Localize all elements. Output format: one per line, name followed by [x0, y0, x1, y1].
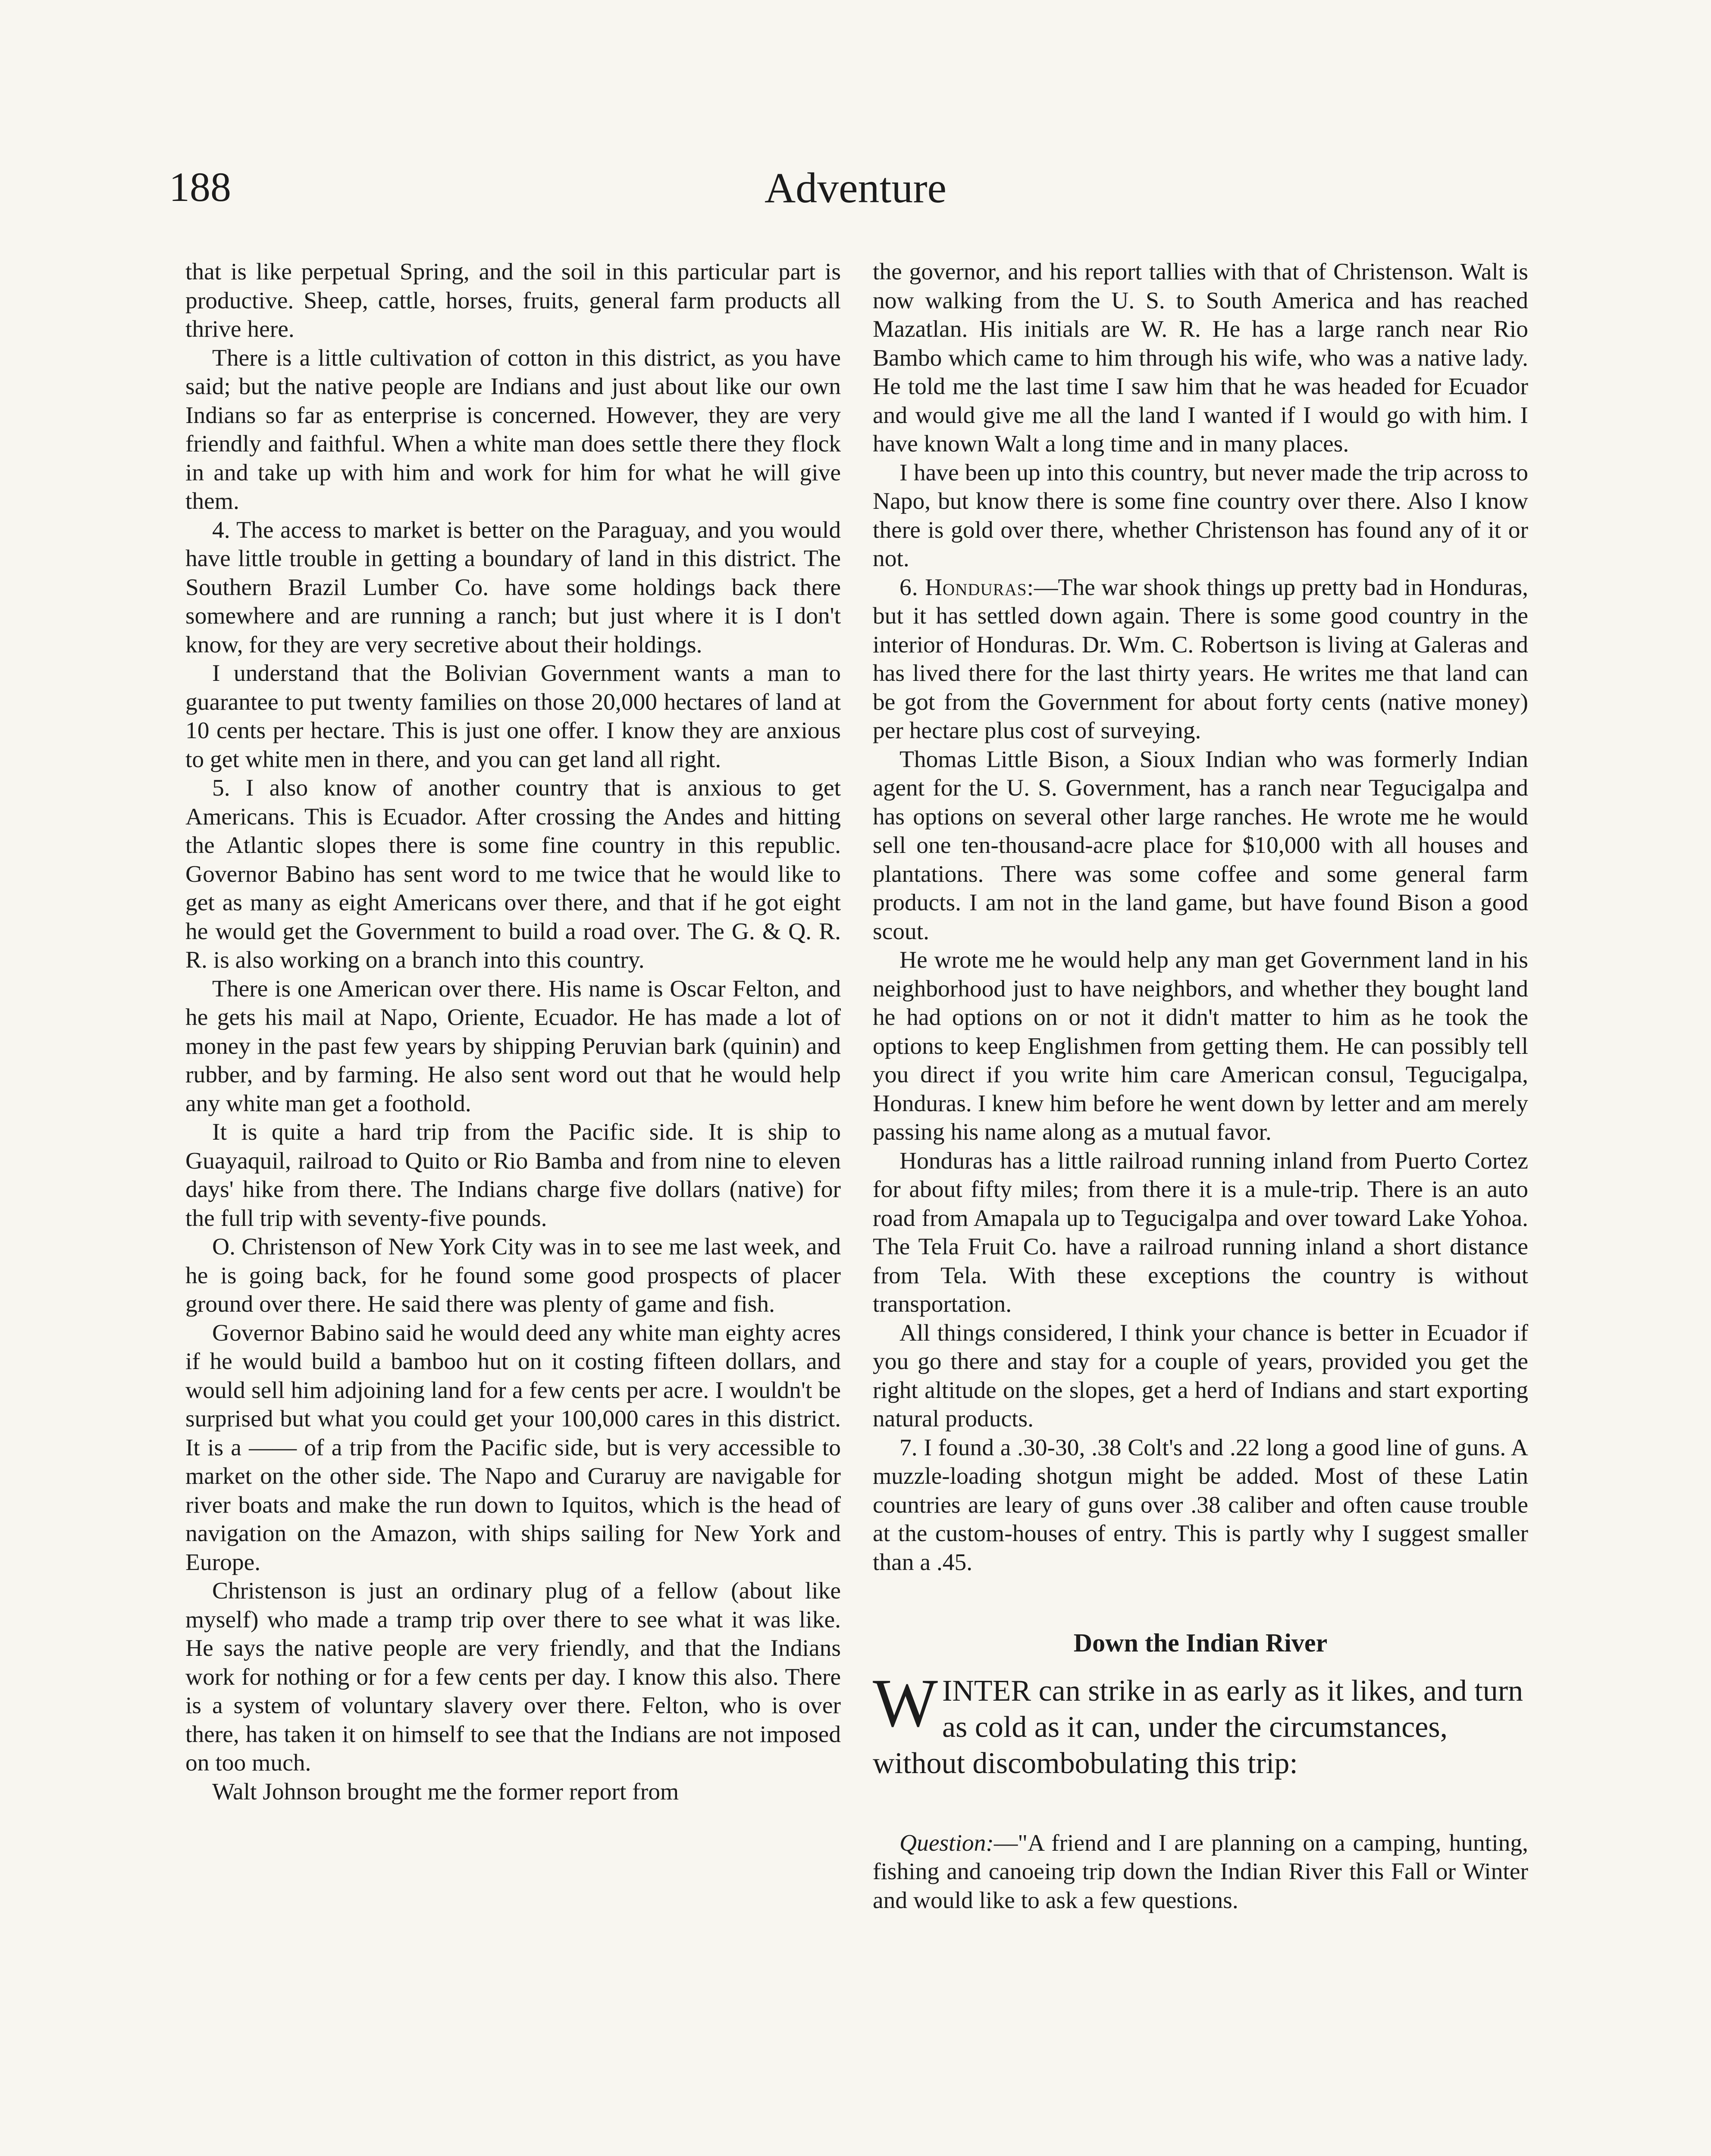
intro-text: INTER can strike in as early as it likes, and turn as cold as it can, under the circumstances, without discombobulating this trip:	[873, 1674, 1523, 1780]
question-text: —"A friend and I are planning on a camping, hunting, fishing and canoeing trip down the Indian River this Fall or Winter and would like to ask a few questions.	[873, 1830, 1528, 1914]
paragraph: I understand that the Bolivian Government wants a man to guarantee to put twenty families on those 20,000 hectares of land at 10 cents per hectare. This is just one offer. I know they are anxious to get white men in there, and you can get land all right.	[185, 660, 841, 773]
paragraph: that is like perpetual Spring, and the soil in this particular part is productive. Sheep, cattle, horses, fruits, general farm products all thrive here.	[185, 259, 841, 342]
paragraph	[873, 573, 1528, 746]
paragraph: Honduras has a little railroad running inland from Puerto Cortez for about fifty miles; from there it is a mule-trip. There is an auto road from Amapala up to Tegucigalpa and over toward Lake Yohoa. The Tela Fruit Co. have a railroad running inland a short distance from Tela. With these exceptions the country is without transportation.	[873, 1147, 1528, 1317]
drop-cap: W	[873, 1664, 938, 1741]
right-column	[873, 258, 1528, 1915]
paragraph: the governor, and his report tallies with that of Christenson. Walt is now walking from the U. S. to South America and has reached Mazatlan. His initials are W. R. He has a large ranch near Rio Bambo which came to him through his wife, who was a native lady. He told me the last time I saw him that he was headed for Ecuador and would give me all the land I wanted if I would go with him. I have known Walt a long time and in many places.	[873, 259, 1528, 457]
paragraph: 7. I found a .30-30, .38 Colt's and .22 long a good line of guns. A muzzle-loading shotgun might be added. Most of these Latin countries are leary of guns over .38 caliber and often cause trouble at the custom-houses of entry. This is partly why I suggest smaller than a .45.	[873, 1434, 1528, 1576]
paragraph: There is one American over there. His name is Oscar Felton, and he gets his mail at Napo, Oriente, Ecuador. He has made a lot of money in the past few years by shipping Peruvian bark (quinin) and rubber, and by farming. He also sent word out that he would help any white man get a foothold.	[185, 975, 841, 1117]
question-paragraph	[873, 1829, 1528, 1915]
honduras-label: 6. Honduras:	[899, 574, 1034, 601]
running-title: Adventure	[764, 164, 947, 212]
paragraph: I have been up into this country, but never made the trip across to Napo, but know there is some fine country over there. Also I know there is gold over there, whether Christenson has found any of it or not.	[873, 459, 1528, 572]
paragraph: Christenson is just an ordinary plug of a fellow (about like myself) who made a tramp trip over there to see what it was like. He says the native people are very friendly, and that the Indians work for nothing or for a few cents per day. I know this also. There is a system of voluntary slavery over there. Felton, who is over there, has taken it on himself to see that the Indians are not imposed on too much.	[185, 1578, 841, 1776]
paragraph: 4. The access to market is better on the Paraguay, and you would have little trouble in getting a boundary of land in this district. The Southern Brazil Lumber Co. have some holdings back there somewhere and are running a ranch; but just where it is I don't know, for they are very secretive about their holdings.	[185, 517, 841, 658]
intro-paragraph	[873, 1664, 1528, 1782]
paragraph: He wrote me he would help any man get Government land in his neighborhood just to have neighbors, and whether they bought land he had options on or not it didn't matter to him as he took the options to keep Englishmen from getting them. He can possibly tell you direct if you write him care American consul, Tegucigalpa, Honduras. I knew him before he went down by letter and am merely passing his name along as a mutual favor.	[873, 947, 1528, 1145]
page-number: 188	[169, 164, 231, 210]
paragraph: Governor Babino said he would deed any white man eighty acres if he would build a bamboo hut on it costing fifteen dollars, and would sell him adjoining land for a few cents per acre. I wouldn't be surprised but what you could get your 100,000 cares in this district. It is a —— of a trip from the Pacific side, but is very accessible to market on the other side. The Napo and Curaruy are navigable for river boats and make the run down to Iquitos, which is the head of navigation on the Amazon, with ships sailing for New York and Europe.	[185, 1319, 841, 1576]
left-column	[185, 258, 841, 1806]
paragraph: Walt Johnson brought me the former report from	[212, 1778, 679, 1805]
paragraph: O. Christenson of New York City was in to see me last week, and he is going back, for he found some good prospects of placer ground over there. He said there was plenty of game and fish.	[185, 1234, 841, 1317]
paragraph: Thomas Little Bison, a Sioux Indian who was formerly Indian agent for the U. S. Government, has a ranch near Tegucigalpa and has options on several other large ranches. He wrote me he would sell one ten-thousand-acre place for $10,000 with all houses and plantations. There was some coffee and some general farm products. I am not in the land game, but have found Bison a good scout.	[873, 746, 1528, 945]
honduras-text: —The war shook things up pretty bad in Honduras, but it has settled down again. There is some good country in the interior of Honduras. Dr. Wm. C. Robertson is living at Galeras and has lived there for the last thirty years. He writes me that land can be got from the Government for about forty cents (native money) per hectare plus cost of surveying.	[873, 574, 1528, 744]
question-label: Question:	[899, 1830, 994, 1856]
paragraph: 5. I also know of another country that is anxious to get Americans. This is Ecuador. After crossing the Andes and hitting the Atlantic slopes there is some fine country in this republic. Governor Babino has sent word to me twice that he would like to get as many as eight Americans over there, and that if he got eight he would get the Government to build a road over. The G. & Q. R. R. is also working on a branch into this country.	[185, 775, 841, 973]
paragraph: All things considered, I think your chance is better in Ecuador if you go there and stay for a couple of years, provided you get the right altitude on the slopes, get a herd of Indians and start exporting natural products.	[873, 1319, 1528, 1432]
paragraph: It is quite a hard trip from the Pacific side. It is ship to Guayaquil, railroad to Quito or Rio Bamba and from nine to eleven days' hike from there. The Indians charge five dollars (native) for the full trip with seventy-five pounds.	[185, 1119, 841, 1232]
paragraph: There is a little cultivation of cotton in this district, as you have said; but the native people are Indians and just about like our own Indians so far as enterprise is concerned. However, they are very friendly and faithful. When a white man does settle there they flock in and take up with him and work for him for what he will give them.	[185, 345, 841, 514]
section-heading: Down the Indian River	[1073, 1629, 1328, 1657]
